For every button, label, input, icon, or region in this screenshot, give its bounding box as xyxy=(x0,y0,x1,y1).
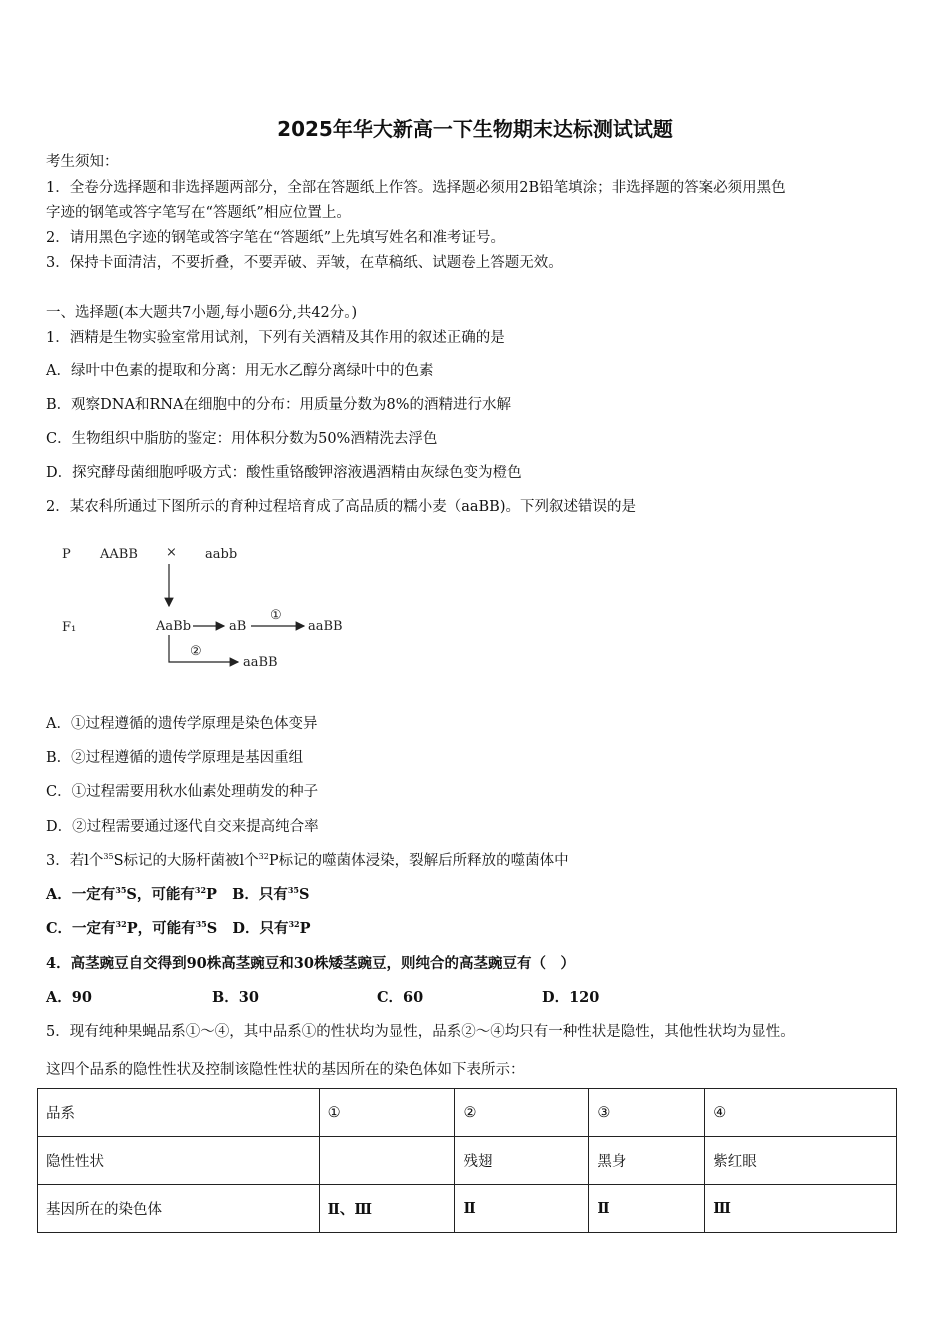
diagram-mark-1: ① xyxy=(270,608,282,623)
diagram-gamete: aB xyxy=(229,619,247,634)
q3-options-ab xyxy=(46,885,309,905)
table-cell: ③ xyxy=(589,1089,705,1137)
q4-stem: 4．高茎豌豆自交得到90株高茎豌豆和30株矮茎豌豆，则纯合的高茎豌豆有（ ） xyxy=(46,955,575,972)
breeding-diagram xyxy=(40,540,360,680)
table-cell: ② xyxy=(455,1089,589,1137)
diagram-product-2: aaBB xyxy=(243,655,278,670)
diagram-product-1: aaBB xyxy=(308,619,343,634)
q2-option-b: B．②过程遵循的遗传学原理是基因重组 xyxy=(46,750,304,766)
table-cell: ④ xyxy=(705,1089,897,1137)
q4-option-a: A．90 xyxy=(46,989,92,1006)
q5-stem-2: 这四个品系的隐性性状及控制该隐性性状的基因所在的染色体如下表所示： xyxy=(46,1062,525,1078)
table-cell: 隐性性状 xyxy=(38,1137,320,1185)
q1-option-b: B．观察DNA和RNA在细胞中的分布：用质量分数为8%的酒精进行水解 xyxy=(46,397,512,413)
q2-option-d: D．②过程需要通过逐代自交来提高纯合率 xyxy=(46,819,319,835)
notice-line-1: 1．全卷分选择题和非选择题两部分，全部在答题纸上作答。选择题必须用2B铅笔填涂；非选择题的答案必须用黑色 xyxy=(46,180,786,196)
table-row xyxy=(38,1185,897,1233)
q2-option-a: A．①过程遵循的遗传学原理是染色体变异 xyxy=(46,716,318,732)
table-row xyxy=(38,1137,897,1185)
arrow-process-2 xyxy=(169,635,238,662)
q2-stem: 2．某农科所通过下图所示的育种过程培育成了高品质的糯小麦（aaBB)。下列叙述错误的是 xyxy=(46,499,636,515)
q3-option-c: C．一定有$^{32}$P，可能有$^{35}$S xyxy=(46,919,218,937)
q1-stem: 1．酒精是生物实验室常用试剂，下列有关酒精及其作用的叙述正确的是 xyxy=(46,330,505,346)
diagram-parent-1: AABB xyxy=(100,547,138,562)
table-cell: 基因所在的染色体 xyxy=(38,1185,320,1233)
table-cell: 品系 xyxy=(38,1089,320,1137)
notice-line-2: 2．请用黑色字迹的钢笔或答字笔在“答题纸”上先填写姓名和准考证号。 xyxy=(46,230,506,246)
q5-stem: 5．现有纯种果蝇品系①～④，其中品系①的性状均为显性，品系②～④均只有一种性状是隐性，其他性状均为显性。 xyxy=(46,1024,795,1040)
notice-line-1b: 字迹的钢笔或答字笔写在“答题纸”相应位置上。 xyxy=(46,205,351,221)
table-cell: 紫红眼 xyxy=(705,1137,897,1185)
diagram-p-label: P xyxy=(62,547,71,562)
page-title: 2025年华大新高一下生物期末达标测试试题 xyxy=(277,117,673,141)
q3-option-b: B．只有$^{35}$S xyxy=(232,885,310,903)
table-cell xyxy=(319,1137,455,1185)
diagram-f1-genotype: AaBb xyxy=(156,619,192,634)
table-cell: ① xyxy=(319,1089,455,1137)
table-cell: 残翅 xyxy=(455,1137,589,1185)
q4-option-c: C．60 xyxy=(377,989,424,1006)
notice-line-3: 3．保持卡面清洁，不要折叠，不要弄破、弄皱，在草稿纸、试题卷上答题无效。 xyxy=(46,255,563,271)
q1-option-a: A．绿叶中色素的提取和分离：用无水乙醇分离绿叶中的色素 xyxy=(46,363,434,379)
q3-option-a: A．一定有$^{35}$S，可能有$^{32}$P xyxy=(46,885,217,903)
table-row xyxy=(38,1089,897,1137)
strain-table xyxy=(37,1088,897,1233)
diagram-mark-2: ② xyxy=(190,644,202,659)
table-cell: 黑身 xyxy=(589,1137,705,1185)
q3-options-cd xyxy=(46,919,311,939)
table-cell: Ⅱ xyxy=(455,1185,589,1233)
q1-option-d: D．探究酵母菌细胞呼吸方式：酸性重铬酸钾溶液遇酒精由灰绿色变为橙色 xyxy=(46,465,522,481)
table-cell: Ⅲ xyxy=(705,1185,897,1233)
diagram-cross: × xyxy=(166,545,177,560)
q4-option-d: D．120 xyxy=(542,989,600,1006)
table-cell: Ⅱ xyxy=(589,1185,705,1233)
q4-option-b: B．30 xyxy=(212,989,259,1006)
table-cell: Ⅱ、Ⅲ xyxy=(319,1185,455,1233)
q2-option-c: C．①过程需要用秋水仙素处理萌发的种子 xyxy=(46,784,319,800)
notice-heading: 考生须知： xyxy=(46,154,119,170)
q3-option-d: D．只有$^{32}$P xyxy=(232,919,311,937)
diagram-f1-label: F₁ xyxy=(62,620,77,635)
q1-option-c: C．生物组织中脂肪的鉴定：用体积分数为50%酒精洗去浮色 xyxy=(46,431,438,447)
diagram-parent-2: aabb xyxy=(205,547,238,562)
q3-stem: 3．若l个$^{35}$S标记的大肠杆菌被l个$^{32}$P标记的噬菌体浸染，裂解后所释放的噬菌体中 xyxy=(46,852,569,869)
section-heading: 一、选择题(本大题共7小题,每小题6分,共42分。) xyxy=(46,305,358,321)
